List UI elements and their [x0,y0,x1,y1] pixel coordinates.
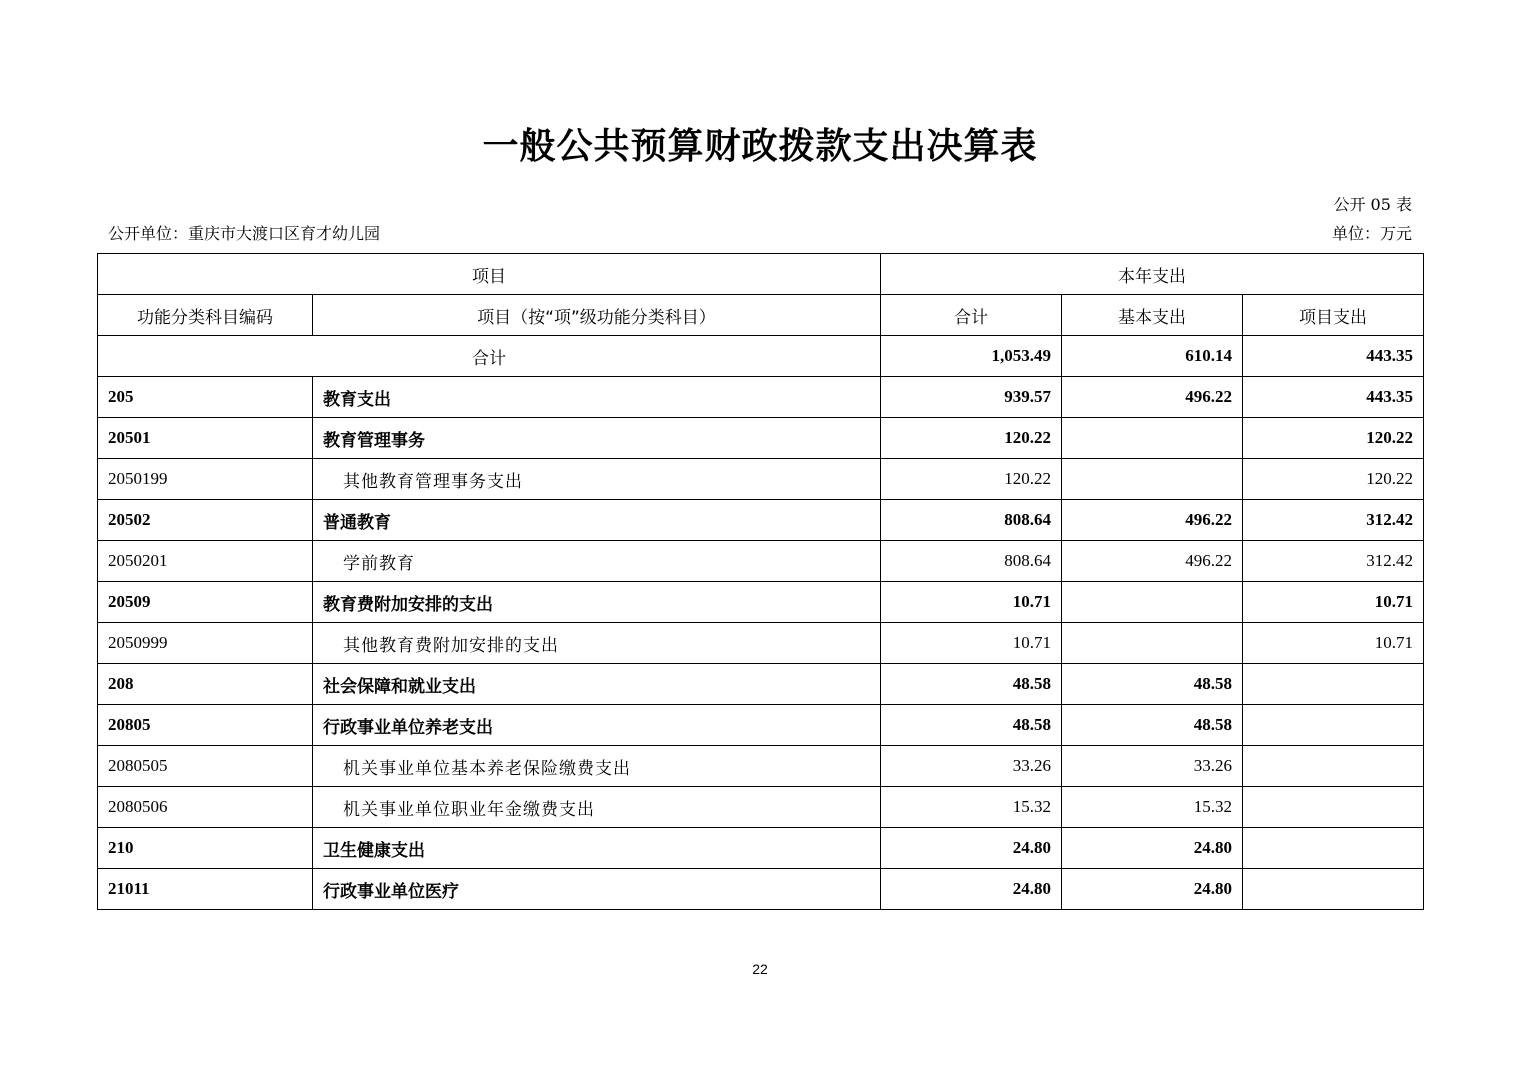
row-basic: 496.22 [1062,541,1243,582]
table-row [98,418,1424,459]
row-basic: 24.80 [1062,869,1243,910]
row-basic: 24.80 [1062,828,1243,869]
row-project [1243,828,1424,869]
table-row [98,828,1424,869]
row-project [1243,787,1424,828]
total-basic: 610.14 [1062,336,1243,377]
total-row [98,336,1424,377]
row-name: 机关事业单位职业年金缴费支出 [313,787,881,828]
header-name: 项目（按“项”级功能分类科目） [313,295,881,336]
header-column-row [98,295,1424,336]
row-code: 20501 [98,418,313,459]
table-row [98,787,1424,828]
header-project: 项目支出 [1243,295,1424,336]
table-row [98,582,1424,623]
row-basic [1062,418,1243,459]
row-name: 卫生健康支出 [313,828,881,869]
row-code: 2080506 [98,787,313,828]
row-code: 208 [98,664,313,705]
row-name: 行政事业单位养老支出 [313,705,881,746]
header-code: 功能分类科目编码 [98,295,313,336]
table-row [98,500,1424,541]
row-code: 2080505 [98,746,313,787]
row-name: 其他教育管理事务支出 [313,459,881,500]
row-total: 48.58 [881,705,1062,746]
row-name: 机关事业单位基本养老保险缴费支出 [313,746,881,787]
row-project: 443.35 [1243,377,1424,418]
row-basic: 48.58 [1062,664,1243,705]
row-project: 120.22 [1243,459,1424,500]
header-current-year-group: 本年支出 [881,254,1424,295]
table-row [98,377,1424,418]
header-group-row [98,254,1424,295]
table-row [98,664,1424,705]
table-row [98,459,1424,500]
row-name: 社会保障和就业支出 [313,664,881,705]
row-project: 312.42 [1243,500,1424,541]
row-name: 教育支出 [313,377,881,418]
row-code: 210 [98,828,313,869]
row-total: 24.80 [881,869,1062,910]
table-row [98,623,1424,664]
row-total: 808.64 [881,500,1062,541]
row-code: 2050201 [98,541,313,582]
row-name: 行政事业单位医疗 [313,869,881,910]
table-row [98,869,1424,910]
row-name: 教育费附加安排的支出 [313,582,881,623]
row-project [1243,705,1424,746]
page-title: 一般公共预算财政拨款支出决算表 [482,126,1038,167]
row-total: 939.57 [881,377,1062,418]
row-code: 2050199 [98,459,313,500]
row-project [1243,746,1424,787]
header-basic: 基本支出 [1062,295,1243,336]
total-amount: 1,053.49 [881,336,1062,377]
row-total: 10.71 [881,582,1062,623]
row-project: 10.71 [1243,582,1424,623]
row-total: 24.80 [881,828,1062,869]
row-project: 10.71 [1243,623,1424,664]
row-basic [1062,623,1243,664]
expenditure-table [97,253,1424,910]
row-basic: 15.32 [1062,787,1243,828]
row-basic [1062,459,1243,500]
page-number: 22 [752,961,768,977]
row-code: 20502 [98,500,313,541]
row-name: 普通教育 [313,500,881,541]
row-total: 33.26 [881,746,1062,787]
header-total: 合计 [881,295,1062,336]
row-project: 120.22 [1243,418,1424,459]
table-row [98,705,1424,746]
row-project [1243,664,1424,705]
row-basic: 48.58 [1062,705,1243,746]
row-total: 10.71 [881,623,1062,664]
row-total: 48.58 [881,664,1062,705]
row-code: 20509 [98,582,313,623]
row-code: 21011 [98,869,313,910]
total-project: 443.35 [1243,336,1424,377]
row-basic: 496.22 [1062,377,1243,418]
row-code: 205 [98,377,313,418]
row-total: 120.22 [881,418,1062,459]
row-name: 学前教育 [313,541,881,582]
row-total: 808.64 [881,541,1062,582]
row-name: 教育管理事务 [313,418,881,459]
reporting-unit: 公开单位：重庆市大渡口区育才幼儿园 [108,224,381,243]
row-project: 312.42 [1243,541,1424,582]
row-total: 15.32 [881,787,1062,828]
table-row [98,541,1424,582]
row-name: 其他教育费附加安排的支出 [313,623,881,664]
row-basic: 496.22 [1062,500,1243,541]
table-row [98,746,1424,787]
currency-unit: 单位：万元 [1331,224,1412,243]
total-label: 合计 [98,336,881,377]
row-code: 20805 [98,705,313,746]
row-basic [1062,582,1243,623]
row-project [1243,869,1424,910]
form-number: 公开 05 表 [1333,195,1412,214]
row-total: 120.22 [881,459,1062,500]
row-basic: 33.26 [1062,746,1243,787]
row-code: 2050999 [98,623,313,664]
header-item-group: 项目 [98,254,881,295]
